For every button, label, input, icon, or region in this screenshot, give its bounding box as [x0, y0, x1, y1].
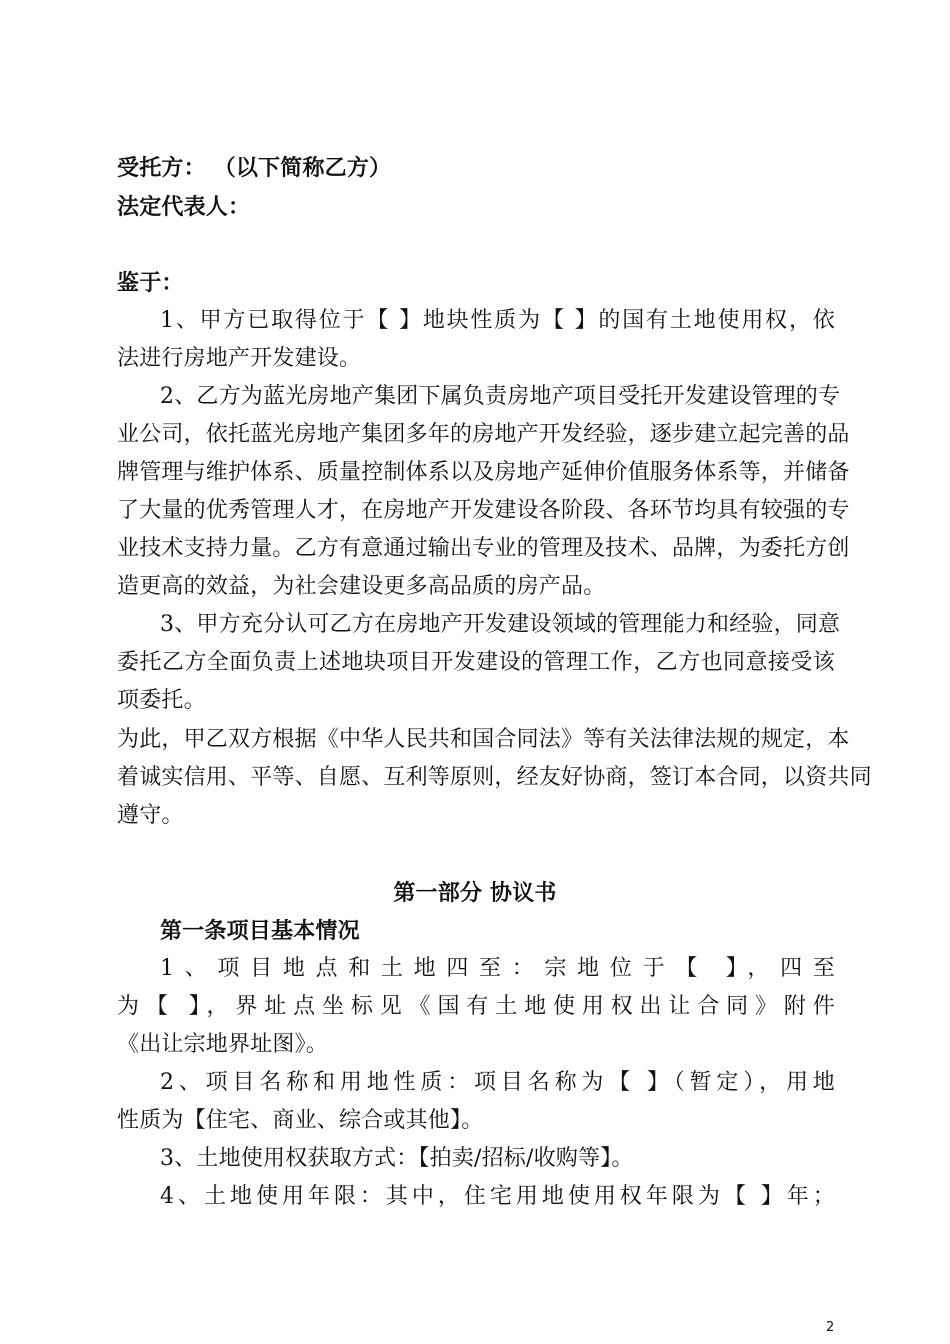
article-one-title: 第一条项目基本情况	[160, 918, 360, 944]
article-line: 4、土地使用年限：其中，住宅用地使用权年限为【 】年；	[160, 1184, 835, 1209]
article-line: 性质为【住宅、商业、综合或其他】。	[117, 1108, 484, 1133]
whereas-line: 牌管理与维护体系、质量控制体系以及房地产延伸价值服务体系等，并储备	[117, 460, 850, 485]
part-one-title: 第一部分 协议书	[393, 880, 557, 906]
whereas-line: 业公司，依托蓝光房地产集团多年的房地产开发经验，逐步建立起完善的品	[117, 422, 850, 447]
legal-representative-line: 法定代表人：	[117, 194, 251, 220]
whereas-line: 1、甲方已取得位于【 】地块性质为【 】的国有土地使用权，依	[160, 308, 835, 333]
whereas-line: 业技术支持力量。乙方有意通过输出专业的管理及技术、品牌，为委托方创	[117, 536, 850, 561]
whereas-line: 法进行房地产开发建设。	[117, 346, 362, 371]
trustee-line: 受托方： （以下简称乙方）	[117, 155, 392, 181]
whereas-heading: 鉴于：	[117, 270, 184, 296]
whereas-line: 了大量的优秀管理人才，在房地产开发建设各阶段、各环节均具有较强的专	[117, 498, 850, 523]
article-line: 为【 】，界址点坐标见《国有土地使用权出让合同》附件	[117, 994, 835, 1019]
whereas-line: 委托乙方全面负责上述地块项目开发建设的管理工作，乙方也同意接受该	[117, 650, 835, 675]
whereas-line: 3、甲方充分认可乙方在房地产开发建设领域的管理能力和经验，同意	[160, 612, 841, 637]
article-line: 1、项目地点和土地四至：宗地位于【 】，四至	[160, 956, 835, 981]
whereas-line: 2、乙方为蓝光房地产集团下属负责房地产项目受托开发建设管理的专	[160, 384, 841, 409]
whereas-line: 遵守。	[117, 803, 184, 828]
article-line: 《出让宗地界址图》。	[117, 1032, 329, 1057]
whereas-line: 造更高的效益，为社会建设更多高品质的房产品。	[117, 574, 606, 599]
page-number: 2	[826, 1320, 835, 1335]
whereas-line: 项委托。	[117, 688, 206, 713]
article-line: 2、项目名称和用地性质：项目名称为【 】（暂定），用地	[160, 1070, 835, 1095]
whereas-line: 为此，甲乙双方根据《中华人民共和国合同法》等有关法律法规的规定，本	[117, 727, 850, 752]
whereas-line: 着诚实信用、平等、自愿、互利等原则，经友好协商，签订本合同，以资共同	[117, 765, 872, 790]
article-line: 3、土地使用权获取方式：【拍卖/招标/收购等】。	[160, 1146, 634, 1171]
